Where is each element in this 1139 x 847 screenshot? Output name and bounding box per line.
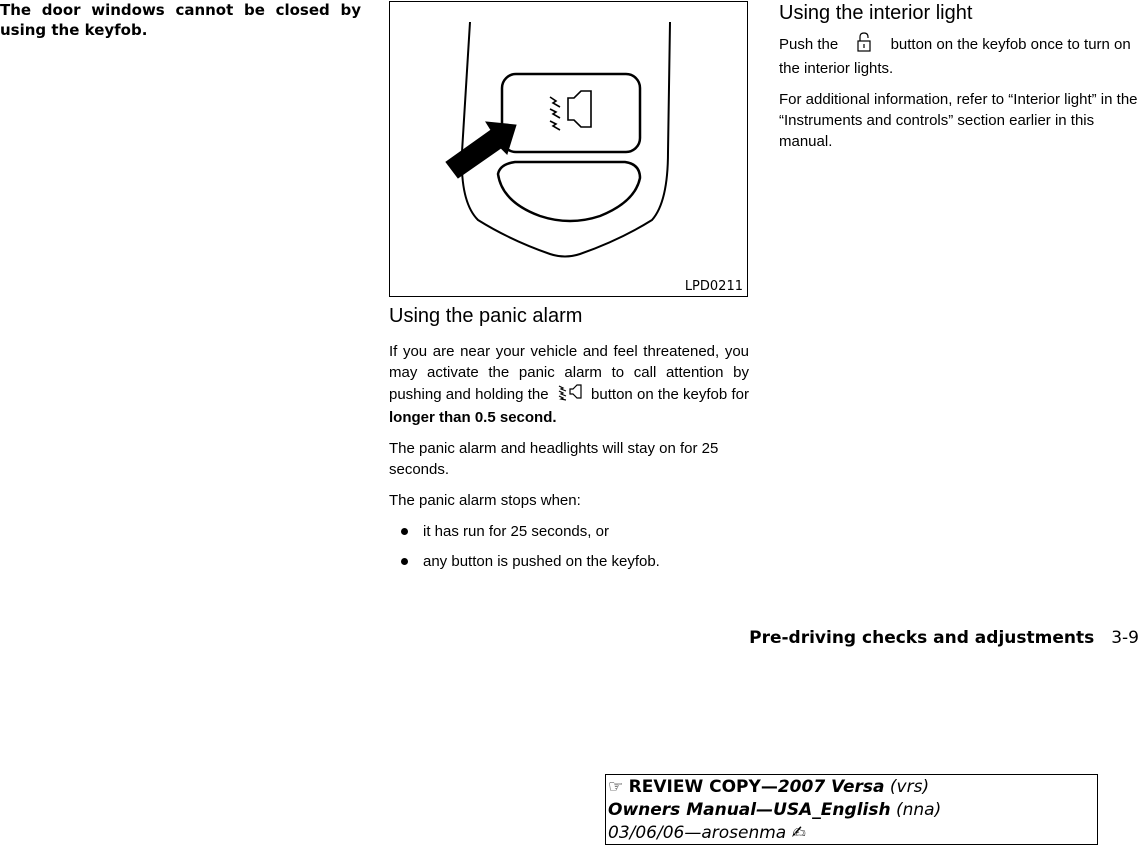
bullet-icon — [401, 528, 408, 535]
interior-heading: Using the interior light — [779, 2, 973, 24]
writing-hand-icon: ✍ — [791, 823, 806, 843]
interior-paragraph-2: For additional information, refer to “Interior light” in the “Instruments and controls” section earlier in this manual. — [779, 91, 1138, 150]
interior-p1-before: Push the — [779, 35, 839, 53]
page-number: 3-9 — [1111, 628, 1139, 648]
bullet-icon — [401, 558, 408, 565]
interior-light-section — [779, 0, 1139, 152]
keyfob-drawing — [390, 2, 747, 296]
page-footer — [749, 628, 1139, 648]
panic-p1-after: button on the keyfob for — [591, 385, 749, 403]
arrow-icon — [446, 122, 516, 178]
interior-paragraph-1 — [779, 32, 1139, 79]
section-title: Pre-driving checks and adjustments — [749, 628, 1095, 648]
pointing-hand-icon: ☞ — [608, 777, 624, 797]
keyfob-illustration — [389, 1, 748, 297]
panic-heading: Using the panic alarm — [389, 305, 583, 327]
figure-code: LPD0211 — [684, 279, 743, 294]
panic-alarm-section — [389, 303, 749, 581]
list-item: any button is pushed on the keyfob. — [389, 551, 749, 572]
left-column — [0, 0, 361, 40]
window-note: The door windows cannot be closed by using the keyfob. — [0, 1, 361, 39]
panic-paragraph-3: The panic alarm stops when: — [389, 492, 581, 509]
list-item: it has run for 25 seconds, or — [389, 521, 749, 542]
review-line-1: ☞ REVIEW COPY—2007 Versa (vrs) — [608, 777, 930, 797]
review-line-3: 03/06/06—arosenma ✍ — [608, 823, 806, 843]
panic-button-icon — [557, 383, 583, 407]
panic-paragraph-1 — [389, 341, 749, 428]
interior-p1-after: button on the keyfob once to turn on the interior lights. — [779, 35, 1131, 77]
review-copy-box — [605, 774, 1098, 845]
panic-stop-list — [389, 521, 749, 572]
panic-paragraph-2: The panic alarm and headlights will stay on for 25 seconds. — [389, 440, 719, 478]
panic-p1-bold: longer than 0.5 second. — [389, 409, 557, 426]
panic-p1-before: If you are near your vehicle and feel threatened, you may activate the panic alarm to call attention by pushing and holding the — [389, 343, 749, 403]
review-line-2: Owners Manual—USA_English (nna) — [608, 800, 942, 820]
unlock-button-icon — [856, 32, 872, 58]
